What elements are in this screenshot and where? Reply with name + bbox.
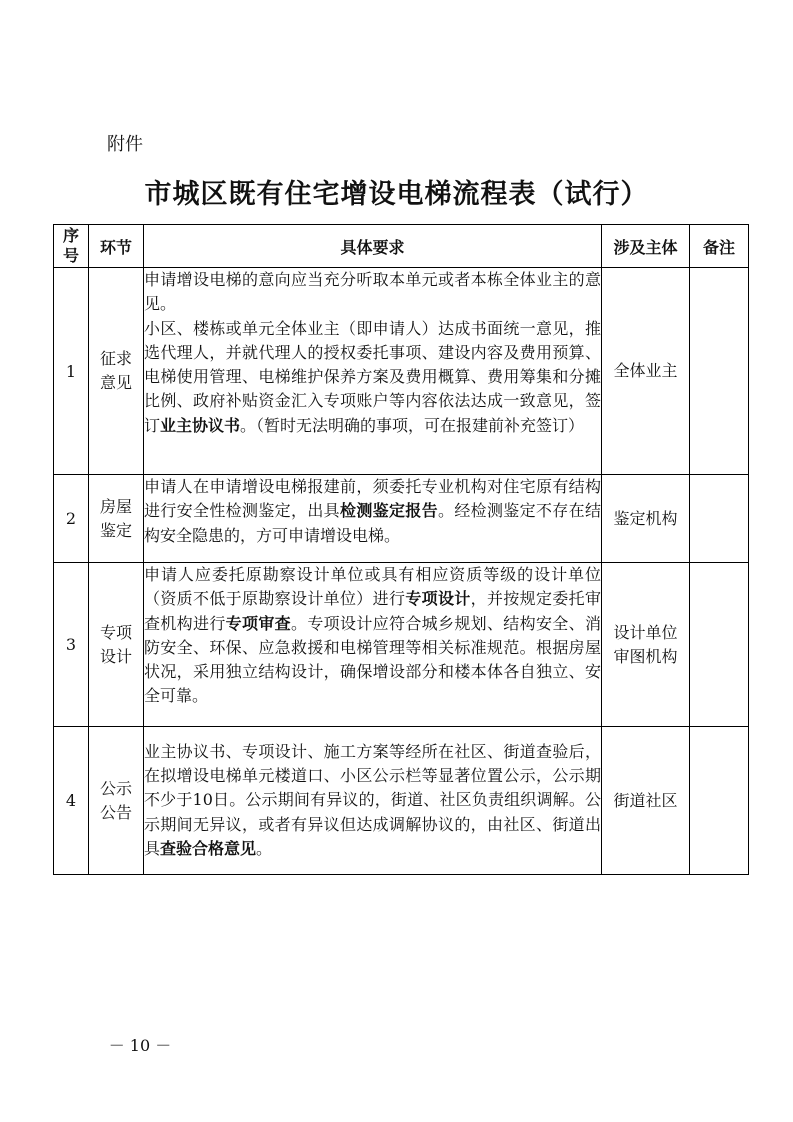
header-parties: 涉及主体 [602,225,690,268]
page-number: － 10 － [108,1036,172,1055]
row-remarks [690,563,749,727]
row-number: 3 [54,563,89,727]
row-parties: 全体业主 [602,268,690,475]
row-parties: 街道社区 [602,727,690,875]
row-parties: 设计单位 审图机构 [602,563,690,727]
page-title: 市城区既有住宅增设电梯流程表（试行） [144,179,649,210]
row-parties: 鉴定机构 [602,475,690,563]
row-stage: 房屋 鉴定 [89,475,144,563]
table-row [54,563,749,727]
row-remarks [690,727,749,875]
header-stage: 环节 [89,225,144,268]
key-document: 专项设计 [405,589,471,609]
header-remarks: 备注 [690,225,749,268]
row-stage: 专项 设计 [89,563,144,727]
table-row [54,268,749,475]
row-number: 4 [54,727,89,875]
header-requirements: 具体要求 [144,225,602,268]
row-number: 2 [54,475,89,563]
table-row [54,475,749,563]
key-document: 查验合格意见 [160,838,257,858]
table-header-row [54,225,749,268]
row-requirements: 业主协议书、专项设计、施工方案等经所在社区、街道查验后，在拟增设电梯单元楼道口、小区公示栏等显著位置公示，公示期不少于10日。公示期间有异议的，街道、社区负责组织调解。公示期间无异议，或者有异议但达成调解协议的，由社区、街道出具查验合格意见。 [144,727,602,875]
row-requirements: 申请人在申请增设电梯报建前，须委托专业机构对住宅原有结构进行安全性检测鉴定，出具检测鉴定报告。经检测鉴定不存在结构安全隐患的，方可申请增设电梯。 [144,475,602,563]
row-stage: 征求 意见 [89,268,144,475]
key-document: 专项审查 [225,613,291,633]
row-remarks [690,268,749,475]
key-document: 业主协议书 [160,415,241,435]
header-seq: 序 号 [54,225,89,268]
row-remarks [690,475,749,563]
key-document: 检测鉴定报告 [339,501,438,521]
process-table [53,224,749,875]
row-requirements: 申请增设电梯的意向应当充分听取本单元或者本栋全体业主的意见。 小区、楼栋或单元全体业主（即申请人）达成书面统一意见，推选代理人，并就代理人的授权委托事项、建设内容及费用预算、电梯使用管理、电梯维护保养方案及费用概算、费用筹集和分摊比例、政府补贴资金汇入专项账户等内容依法达成一致意见，签订业主协议书。（暂时无法明确的事项，可在报建前补充签订） [144,268,602,475]
row-stage: 公示 公告 [89,727,144,875]
attachment-label: 附件 [107,134,143,155]
table-row [54,727,749,875]
row-number: 1 [54,268,89,475]
row-requirements: 申请人应委托原勘察设计单位或具有相应资质等级的设计单位（资质不低于原勘察设计单位）进行专项设计，并按规定委托审查机构进行专项审查。专项设计应符合城乡规划、结构安全、消防安全、环保、应急救援和电梯管理等相关标准规范。根据房屋状况，采用独立结构设计，确保增设部分和楼本体各自独立、安全可靠。 [144,563,602,727]
